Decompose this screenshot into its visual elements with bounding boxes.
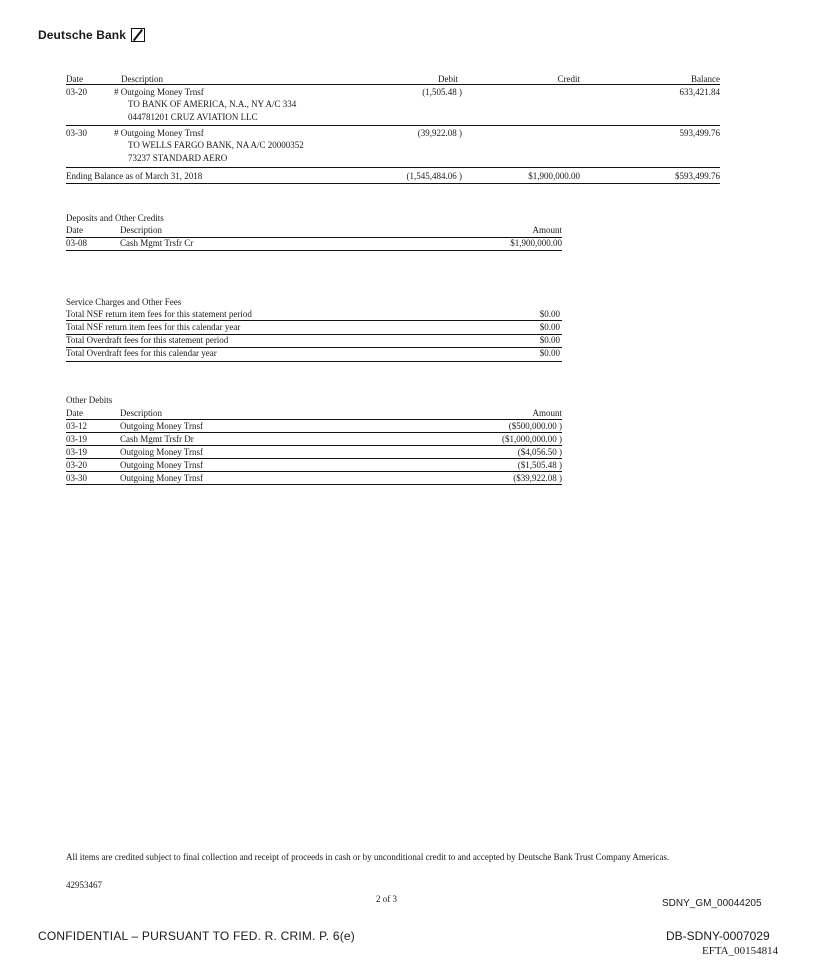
row-description-line3: 73237 STANDARD AERO [128,153,228,163]
row-description: Outgoing Money Trnsf [120,447,204,457]
header-credit: Credit [557,74,580,84]
table-row [66,334,562,346]
row-description: Cash Mgmt Trsfr Cr [120,238,194,248]
section-title: Deposits and Other Credits [66,213,164,223]
row-date: 03-30 [66,128,87,138]
row-date: 03-19 [66,447,87,457]
disclaimer-note: All items are credited subject to final collection and receipt of proceeds in cash or by unconditional credit to and accepted by Deutsche Bank Trust Company Americas. [66,852,670,862]
row-description: Cash Mgmt Trsfr Dr [120,434,194,444]
header-date: Date [66,74,83,84]
fee-amount: $0.00 [539,335,560,345]
row-rule [66,125,720,126]
row-date: 03-19 [66,434,87,444]
section-title: Service Charges and Other Fees [66,297,182,307]
ending-debit-total: (1,545,484.06 ) [406,171,462,181]
ending-credit-total: $1,900,000.00 [528,171,580,181]
table-row [66,237,562,249]
fee-amount: $0.00 [539,309,560,319]
row-description-line3: 044781201 CRUZ AVIATION LLC [128,112,258,122]
fees-rule-2 [66,334,562,335]
page-number: 2 of 3 [376,894,397,904]
account-number: 42953467 [66,880,102,890]
header-description: Description [120,408,162,418]
row-description-line2: TO WELLS FARGO BANK, NA A/C 20000352 [128,140,304,150]
fee-label: Total NSF return item fees for this statement period [66,309,252,319]
header-date: Date [66,408,83,418]
header-description: Description [120,225,162,235]
ending-rule-bottom [66,183,720,184]
bank-logo [38,28,145,42]
bates-number-db: DB-SDNY-0007029 [666,929,770,943]
debits-row-rule-5 [66,484,562,485]
ending-balance-label: Ending Balance as of March 31, 2018 [66,171,203,181]
header-rule [66,84,720,85]
row-amount: ($1,505.48 ) [517,460,562,470]
row-date: 03-20 [66,460,87,470]
fee-label: Total Overdraft fees for this statement period [66,335,229,345]
row-amount: ($4,056.50 ) [517,447,562,457]
row-balance: 593,499.76 [679,128,720,138]
row-description: Outgoing Money Trnsf [120,421,204,431]
header-balance: Balance [691,74,720,84]
row-debit: (39,922.08 ) [417,128,462,138]
fee-label: Total NSF return item fees for this calendar year [66,322,241,332]
row-description: Outgoing Money Trnsf [120,460,204,470]
header-amount: Amount [532,408,562,418]
row-amount: $1,900,000.00 [510,238,562,248]
row-description: # Outgoing Money Trnsf [114,128,204,138]
table-row [66,433,562,445]
debits-row-rule-1 [66,432,562,433]
header-amount: Amount [532,225,562,235]
fees-section [66,296,562,359]
debits-header-rule [66,419,562,420]
row-debit: (1,505.48 ) [422,87,462,97]
row-description: Outgoing Money Trnsf [120,473,204,483]
row-date: 03-30 [66,473,87,483]
row-balance: 633,421.84 [679,87,720,97]
fees-rule-1 [66,320,562,321]
debits-row-rule-4 [66,471,562,472]
transaction-row-2 [66,127,720,165]
ending-balance-value: $593,499.76 [675,171,720,181]
header-debit: Debit [438,74,458,84]
row-amount: ($1,000,000.00 ) [502,434,562,444]
row-date: 03-20 [66,87,87,97]
fees-rule-4 [66,361,562,362]
fee-label: Total Overdraft fees for this calendar year [66,348,217,358]
table-row [66,472,562,484]
row-date: 03-08 [66,238,87,248]
table-row [66,420,562,432]
deposits-section [66,212,562,249]
table-row [66,347,562,359]
ending-rule-top [66,167,720,168]
section-title: Other Debits [66,395,113,405]
row-description: # Outgoing Money Trnsf [114,87,204,97]
row-amount: ($39,922.08 ) [513,473,562,483]
transaction-row-1 [66,86,720,124]
deposits-row-rule [66,250,562,251]
fee-amount: $0.00 [539,322,560,332]
row-date: 03-12 [66,421,87,431]
table-row [66,308,562,320]
header-date: Date [66,225,83,235]
fee-amount: $0.00 [539,348,560,358]
table-row [66,459,562,471]
bates-number: SDNY_GM_00044205 [662,898,762,909]
table-row [66,321,562,333]
fees-rule-3 [66,347,562,348]
ending-balance-row [66,170,720,182]
brand-name: Deutsche Bank [38,28,126,42]
row-amount: ($500,000.00 ) [508,421,562,431]
debits-row-rule-3 [66,458,562,459]
deposits-header-rule [66,237,562,238]
header-description: Description [121,74,163,84]
deutsche-bank-slash-icon [131,28,145,42]
debits-row-rule-2 [66,445,562,446]
efta-number: EFTA_00154814 [702,945,779,957]
row-description-line2: TO BANK OF AMERICA, N.A., NY A/C 334 [128,99,297,109]
table-row [66,446,562,458]
confidential-notice: CONFIDENTIAL – PURSUANT TO FED. R. CRIM. P. 6(e) [38,929,355,943]
